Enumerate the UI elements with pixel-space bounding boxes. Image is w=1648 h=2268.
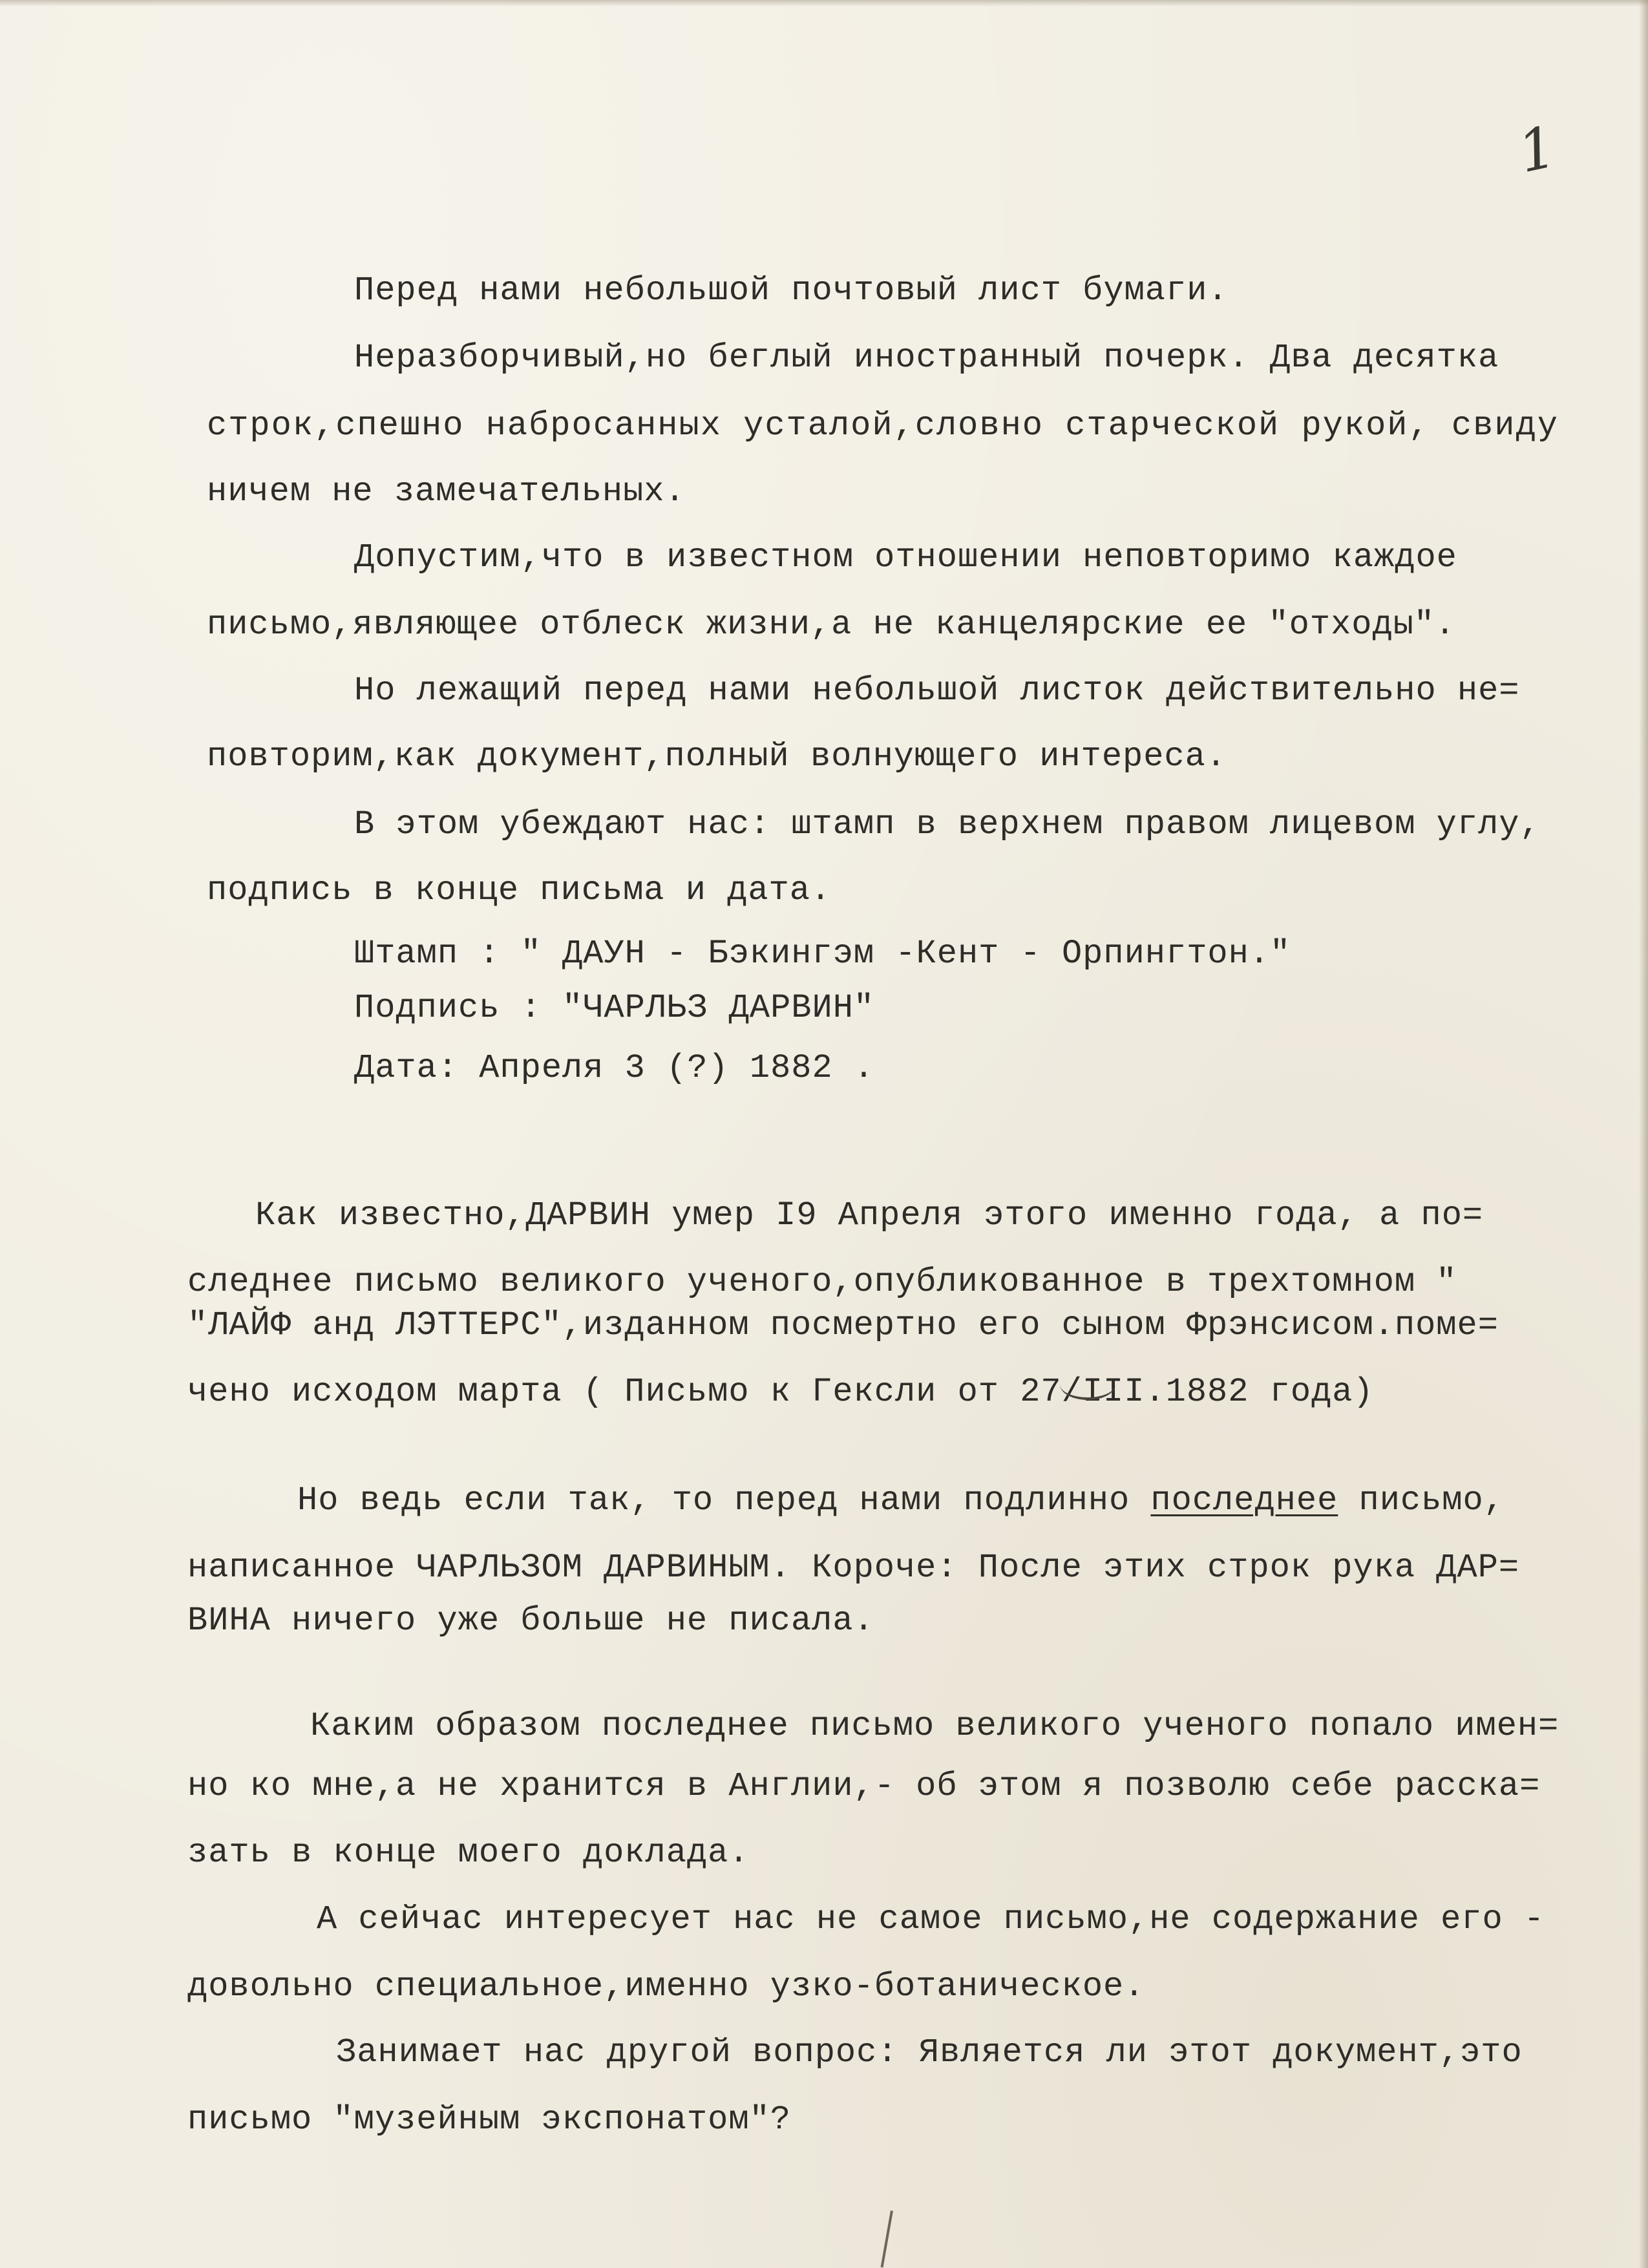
text-line-12-signature: Подпись : "ЧАРЛЬЗ ДАРВИН"	[354, 989, 875, 1027]
text-line-24: А сейчас интересует нас не самое письмо,не содержание его -	[317, 1900, 1545, 1938]
text-line-8: повторим,как документ,полный волнующего интереса.	[207, 737, 1227, 776]
text-line-16: "ЛАЙФ анд ЛЭТТЕРС",изданном посмертно его сыном Фрэнсисом.поме=	[187, 1306, 1499, 1344]
text-line-7: Но лежащий перед нами небольшой листок действительно не=	[354, 672, 1520, 710]
text-line-2: Неразборчивый,но беглый иностранный почерк. Два десятка	[354, 339, 1499, 377]
text-line-22: но ко мне,а не хранится в Англии,- об этом я позволю себе расска=	[187, 1767, 1541, 1805]
text-line-23: зать в конце моего доклада.	[187, 1834, 750, 1872]
text-line-1: Перед нами небольшой почтовый лист бумаги.	[354, 271, 1229, 310]
text-line-19: написанное ЧАРЛЬЗОМ ДАРВИНЫМ. Короче: После этих строк рука ДАР=	[187, 1549, 1520, 1587]
text-line-9: В этом убеждают нас: штамп в верхнем правом лицевом углу,	[354, 805, 1541, 843]
paper-edge-top	[0, 0, 1648, 6]
underlined-word-last: последнее	[1150, 1481, 1338, 1520]
text-line-4: ничем не замечательных.	[207, 472, 686, 511]
text-line-20: ВИНА ничего уже больше не писала.	[187, 1602, 874, 1640]
text-line-27: письмо "музейным экспонатом"?	[187, 2101, 791, 2139]
text-line-26: Занимает нас другой вопрос: Является ли этот документ,это	[336, 2033, 1523, 2072]
text-line-21: Каким образом последнее письмо великого ученого попало имен=	[310, 1707, 1559, 1745]
text-line-11-stamp: Штамп : " ДАУН - Бэкингэм -Кент - Орпингтон."	[354, 935, 1291, 973]
text-line-18-start: Но ведь если так, то перед нами подлинно	[297, 1481, 1151, 1520]
text-line-6: письмо,являющее отблеск жизни,а не канцелярские ее "отходы".	[207, 606, 1456, 644]
page-number: 1	[1512, 112, 1562, 186]
pencil-mark	[881, 2210, 893, 2267]
text-line-18	[297, 1481, 1505, 1520]
paper-edge-right	[1639, 0, 1648, 2268]
text-line-10: подпись в конце письма и дата.	[207, 871, 832, 909]
text-line-3: строк,спешно набросанных усталой,словно старческой рукой, свиду	[207, 407, 1559, 445]
text-line-18-end: письмо,	[1338, 1481, 1505, 1520]
text-line-17: чено исходом марта ( Письмо к Гексли от 27/III.1882 года)	[187, 1373, 1374, 1411]
text-line-14: Как известно,ДАРВИН умер I9 Апреля этого именно года, а по=	[255, 1196, 1484, 1235]
text-line-15: следнее письмо великого ученого,опубликованное в трехтомном "	[187, 1263, 1457, 1301]
text-line-13-date: Дата: Апреля 3 (?) 1882 .	[354, 1049, 875, 1087]
hand-circle-mark	[1060, 1369, 1115, 1400]
text-line-5: Допустим,что в известном отношении неповторимо каждое	[354, 538, 1457, 577]
text-line-25: довольно специальное,именно узко-ботаническое.	[187, 1967, 1145, 2006]
